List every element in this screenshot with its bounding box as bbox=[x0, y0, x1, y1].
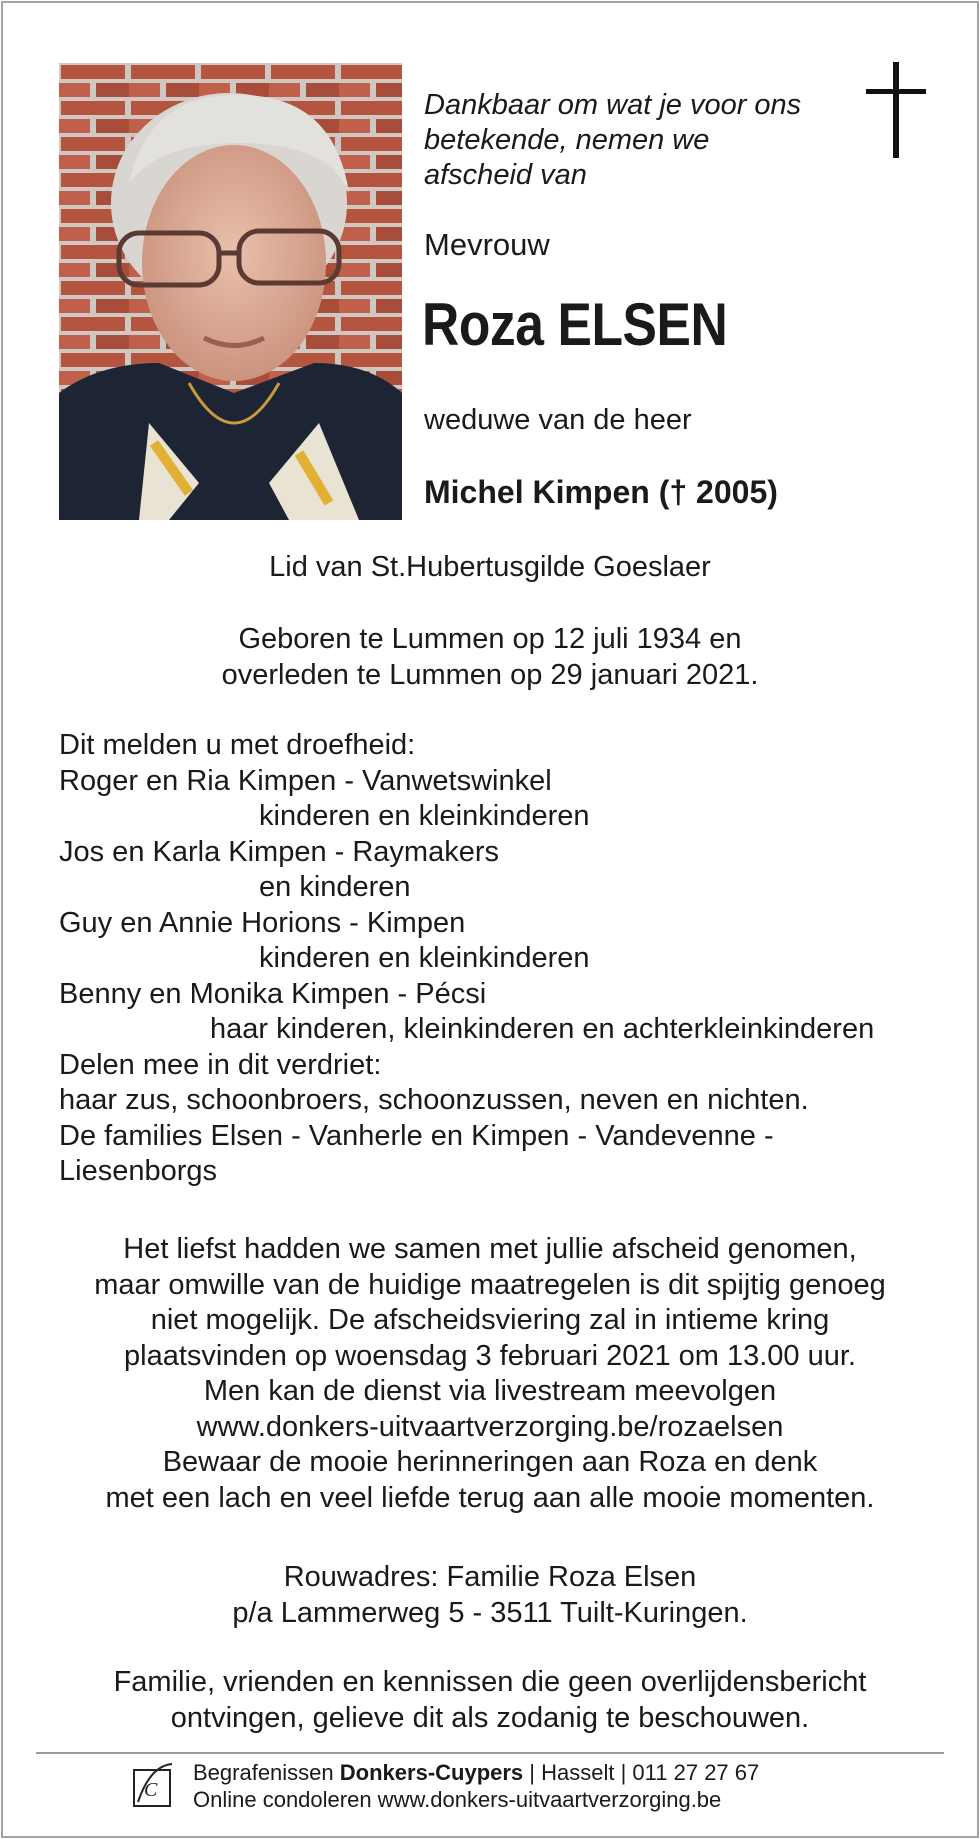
deceased-name: Roza ELSEN bbox=[422, 291, 728, 358]
footer-text: Begrafenissen Donkers-Cuypers | Hasselt | 011 27 27 67 Online condoleren www.donkers-uitvaartverzorging.be bbox=[193, 1760, 760, 1812]
family-line: Guy en Annie Horions - Kimpen bbox=[59, 906, 466, 939]
company-name: Donkers-Cuypers bbox=[339, 1760, 524, 1785]
birth-death-dates: Geboren te Lummen op 12 juli 1934 en overleden te Lummen op 29 januari 2021. bbox=[221, 623, 759, 691]
intro-text: Dankbaar om wat je voor ons betekende, nemen we afscheid van bbox=[424, 89, 802, 191]
relatives-line: haar zus, schoonbroers, schoonzussen, neven en nichten. bbox=[59, 1084, 809, 1116]
latin-cross-icon bbox=[866, 62, 926, 158]
family-line: kinderen en kleinkinderen bbox=[259, 800, 590, 832]
portrait-photo bbox=[59, 63, 402, 520]
family-line: haar kinderen, kleinkinderen en achterkleinkinderen bbox=[210, 1013, 875, 1045]
phone-number: 011 27 27 67 bbox=[632, 1760, 760, 1785]
family-line: Roger en Ria Kimpen - Vanwetswinkel bbox=[59, 764, 552, 797]
family-line: Jos en Karla Kimpen - Raymakers bbox=[59, 835, 499, 868]
family-list bbox=[59, 728, 959, 1190]
funeral-home-logo-icon bbox=[132, 1762, 176, 1808]
share-line: Delen mee in dit verdriet: bbox=[59, 1048, 382, 1081]
svg-text:C: C bbox=[144, 1779, 158, 1801]
membership-line: Lid van St.Hubertusgilde Goeslaer bbox=[269, 551, 711, 583]
husband-name: Michel Kimpen († 2005) bbox=[424, 474, 778, 510]
deceased-title: Mevrouw bbox=[424, 227, 550, 262]
widow-of-label: weduwe van de heer bbox=[424, 404, 692, 436]
footer-divider bbox=[36, 1752, 944, 1754]
ceremony-text: Het liefst hadden we samen met jullie afscheid genomen, maar omwille van de huidige maatregelen is dit spijtig genoeg niet mogelijk. De afscheidsviering zal in intieme kring plaatsvinden op woensdag 3 februari 2021 om 13.00 uur. Men kan de dienst via livestream meevolgen www.donkers-uitvaartverzorging.be/rozaelsen Bewaar de mooie herinneringen aan Roza en denk met een lach en veel liefde terug aan alle mooie momenten. bbox=[30, 1232, 950, 1516]
notice-text: Familie, vrienden en kennissen die geen overlijdensbericht ontvingen, gelieve dit als zodanig te beschouwen. bbox=[113, 1666, 867, 1734]
announce-line: Dit melden u met droefheid: bbox=[59, 729, 416, 761]
relatives-line: Liesenborgs bbox=[59, 1155, 217, 1187]
family-line: kinderen en kleinkinderen bbox=[259, 942, 590, 974]
family-line: Benny en Monika Kimpen - Pécsi bbox=[59, 977, 487, 1010]
family-line: en kinderen bbox=[259, 871, 411, 903]
relatives-line: De families Elsen - Vanherle en Kimpen - Vandevenne - bbox=[59, 1119, 774, 1152]
mourning-address: Rouwadres: Familie Roza Elsen p/a Lammerweg 5 - 3511 Tuilt-Kuringen. bbox=[232, 1561, 748, 1629]
condolence-line: Online condoleren www.donkers-uitvaartverzorging.be bbox=[193, 1787, 722, 1812]
livestream-link: www.donkers-uitvaartverzorging.be/rozaelsen bbox=[196, 1410, 784, 1443]
